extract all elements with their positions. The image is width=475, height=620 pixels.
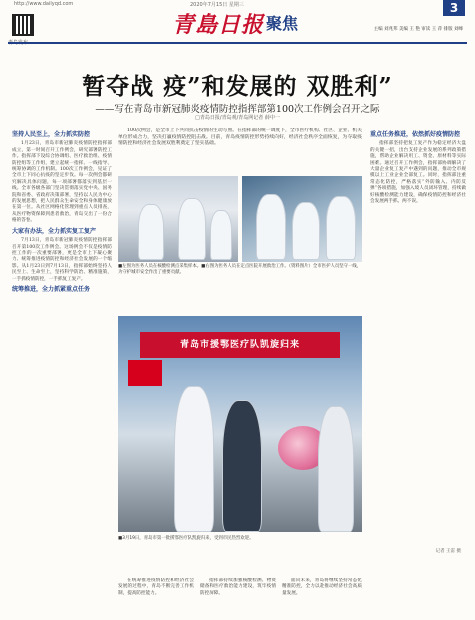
- medic-figure: [178, 198, 206, 260]
- center-intro-text: 100次例会，是全市上下共同抗击疫情的生动写照。在指挥部的统一调度下，全市医疗机构、社区、企业、机关单位形成合力，坚决打赢疫情防控阻击战。目前，青岛疫情防控形势持续向好，经济社会秩序全面恢复，为夺取疫情防控和经济社会发展双胜利奠定了坚实基础。: [118, 128, 362, 147]
- welcome-banner: 青岛市援鄂医疗队凯旋归来: [140, 332, 340, 358]
- photo-caption-bottom: ■3月19日，青岛市第一批援鄂医疗队凯旋归来，受到市民热烈欢迎。: [118, 536, 254, 541]
- editor-credits: 主编 刘兆邦 美编 王 艳 审读 王 萍 排版 刘峰: [373, 27, 463, 32]
- qr-code-icon: [12, 14, 34, 36]
- photo-medical-testing: [118, 176, 238, 262]
- headline: 暂夺战 疫”和发展的 双胜利”: [82, 73, 393, 100]
- bottom-column-3: 面向未来，青岛将继续坚持常态化精准防控，全力以赴推动经济社会高质量发展。: [282, 578, 362, 596]
- left-column: [12, 128, 112, 608]
- byline: □青岛日报/青岛观/青岛网记者 薛中一: [195, 115, 280, 121]
- section-title-3: 统筹推进，全力抓紧重点任务: [12, 285, 91, 293]
- left-column-text: 1月23日，青岛市新冠肺炎疫情防控指挥部成立，第一时间召开工作例会，研究部署防控工作。指挥部下设综合协调组、医疗救治组、疫情防控组等工作组，建立起统一指挥、一线指导、统筹协调的工作机制。100次工作例会，见证了全市上下同心抗疫的坚定步伐。每一次例会都研究解决具体问题，每一项部署都落实到基层一线。全市各级各部门坚决贯彻落实党中央、国务院和省委、省政府决策部署，坚持以人民为中心的发展思想，把人民群众生命安全和身体健康放在第一位。从社区网格化管理到重点人员排查，从医疗物资保障到患者救治，青岛交出了一份合格的答卷。: [12, 141, 112, 224]
- medic-figure: [256, 194, 286, 260]
- top-info-line: [0, 0, 475, 8]
- issue-date: 2020年7月15日 星期三: [190, 2, 244, 8]
- right-column: [370, 128, 466, 608]
- person-figure: [222, 400, 262, 532]
- bottom-column-2: 指挥部持续加强核酸检测、物资储备和医疗救治能力建设，筑牢疫情防控屏障。: [200, 578, 276, 596]
- newspaper-brand: 青島日报: [172, 12, 265, 38]
- subheadline: ——写在青岛市新冠肺炎疫情防控指挥部第100次工作例会召开之际: [95, 104, 380, 115]
- site-url[interactable]: http://www.dailyqd.com: [14, 1, 74, 7]
- section-title-2: 大家有办法，全力抓实复工复产: [12, 227, 97, 235]
- left-column-lede: 7月13日，青岛市新冠肺炎疫情防控指挥部召开第100次工作例会。这场例会不仅是疫情防控工作的一次重要部署，更是全市上下凝心聚力、统筹推进疫情防控和经济社会发展的一个缩影。从1月23日到7月13日，指挥部始终坚持人民至上、生命至上，坚持科学防治、精准施策，一手抓疫情防控，一手抓复工复产。: [12, 238, 112, 282]
- section-name: 聚焦: [266, 14, 299, 33]
- bottom-column-1: 在统筹推进疫情防控和经济社会发展的过程中，青岛不断完善工作机制，提高防控能力。: [118, 578, 194, 596]
- photo-medical-team-return: [118, 316, 362, 532]
- section-title-1: 坚持人民至上，全力抓实防控: [12, 131, 91, 138]
- red-flag: [128, 360, 162, 386]
- masthead-rule: [8, 42, 467, 44]
- photo-credit: 记者 王雷 摄: [435, 549, 461, 554]
- section-title-4: 重点任务推进，依然抓好疫情防控: [370, 131, 461, 138]
- person-figure: [318, 406, 354, 532]
- photo-medical-treatment: [242, 176, 362, 262]
- medic-figure: [326, 196, 356, 260]
- photo-caption-top: ■左图为医务人员在核酸检测点采集样本。■右图为医务人员在定点医院开展救治工作。（资料图片）全市医护人员坚守一线，为守护城市安全作出了重要贡献。: [118, 264, 362, 275]
- medic-figure: [210, 210, 232, 260]
- right-column-text: 指挥部坚持把复工复产作为稳定经济大盘的关键一招，出台支持企业发展的系列政策措施，帮助企业解决用工、资金、原材料等实际困难。通过召开工作例会，指挥部协调解决了大量企业复工复产中遇到的问题，推动全市规模以上工业企业全部复工。同时，指挥部注重常态化防控，严格落实“外防输入、内防反弹”各项措施，加强入境人员闭环管理，持续做好核酸检测能力建设，确保疫情防控和经济社会发展两手抓、两不误。: [370, 141, 466, 205]
- medic-figure: [138, 204, 164, 260]
- page-number: 3: [443, 0, 465, 16]
- person-figure: [174, 386, 214, 532]
- medic-figure: [292, 202, 320, 260]
